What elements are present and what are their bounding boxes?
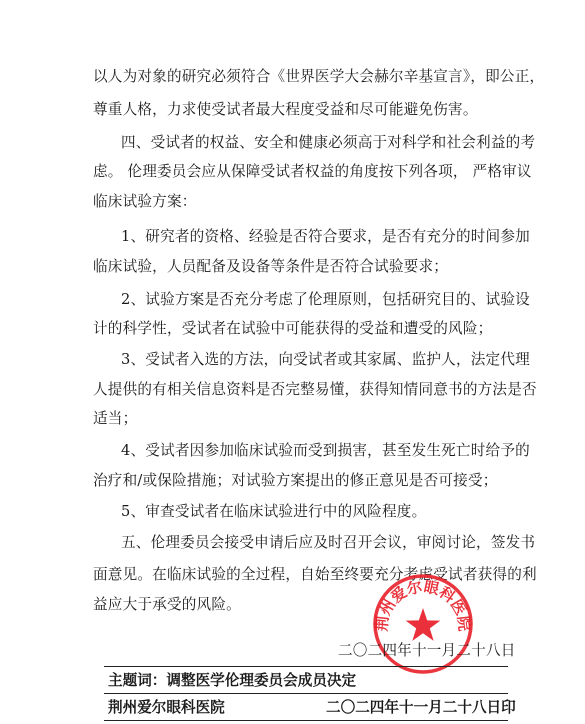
paragraph-line: 治疗和/或保险措施；对试验方案提出的修正意见是否可接受； [93,472,498,489]
paragraph-line: 五、伦理委员会接受申请后应及时召开会议，审阅讨论，签发书 [121,534,536,551]
footer-divider-bottom [104,720,508,721]
paragraph-line: 4、受试者因参加临床试验而受到损害，甚至发生死亡时给予的 [121,442,530,459]
paragraph-line: 以人为对象的研究必须符合《世界医学大会赫尔辛基宣言》，即公正， [93,68,545,85]
footer-divider-top [104,666,508,667]
paragraph-line: 适当； [93,410,138,427]
paragraph-line: 尊重人格，力求使受试者最大程度受益和尽可能避免伤害。 [93,101,478,118]
paragraph-line: 计的科学性，受试者在试验中可能获得的受益和遭受的风险； [93,320,493,337]
paragraph-line: 四、受试者的权益、安全和健康必须高于对科学和社会利益的考 [121,134,536,151]
footer-divider-middle [104,693,508,694]
paragraph-line: 人提供的有相关信息资料是否完整易懂，获得知情同意书的方法是否 [93,381,537,398]
paragraph-line: 益应大于承受的风险。 [93,596,241,613]
issuing-hospital: 荆州爱尔眼科医院 [108,699,225,716]
paragraph-line: 虑。 伦理委员会应从保障受试者权益的角度按下列各项， 严格审议 [93,163,532,180]
document-date: 二〇二四年十一月二十八日 [338,642,516,659]
paragraph-line: 2、试验方案是否充分考虑了伦理原则，包括研究目的、试验设 [121,291,530,308]
paragraph-line: 临床试验，人员配备及设备等条件是否符合试验要求； [93,258,449,275]
paragraph-line: 临床试验方案： [93,193,197,210]
paragraph-line: 1、研究者的资格、经验是否符合要求，是否有充分的时间参加 [121,228,530,245]
paragraph-line: 5、审查受试者在临床试验进行中的风险程度。 [121,503,427,520]
seal-text: 荆州爱尔眼科医院 [372,577,474,633]
paragraph-line: 面意见。在临床试验的全过程，自始至终要充分考虑受试者获得的利 [93,566,537,583]
paragraph-line: 3、受试者入选的方法，向受试者或其家属、监护人，法定代理 [121,351,530,368]
subject-keywords: 主题词：调整医学伦理委员会成员决定 [108,672,357,689]
print-date: 二〇二四年十一月二十八日印 [326,699,516,716]
